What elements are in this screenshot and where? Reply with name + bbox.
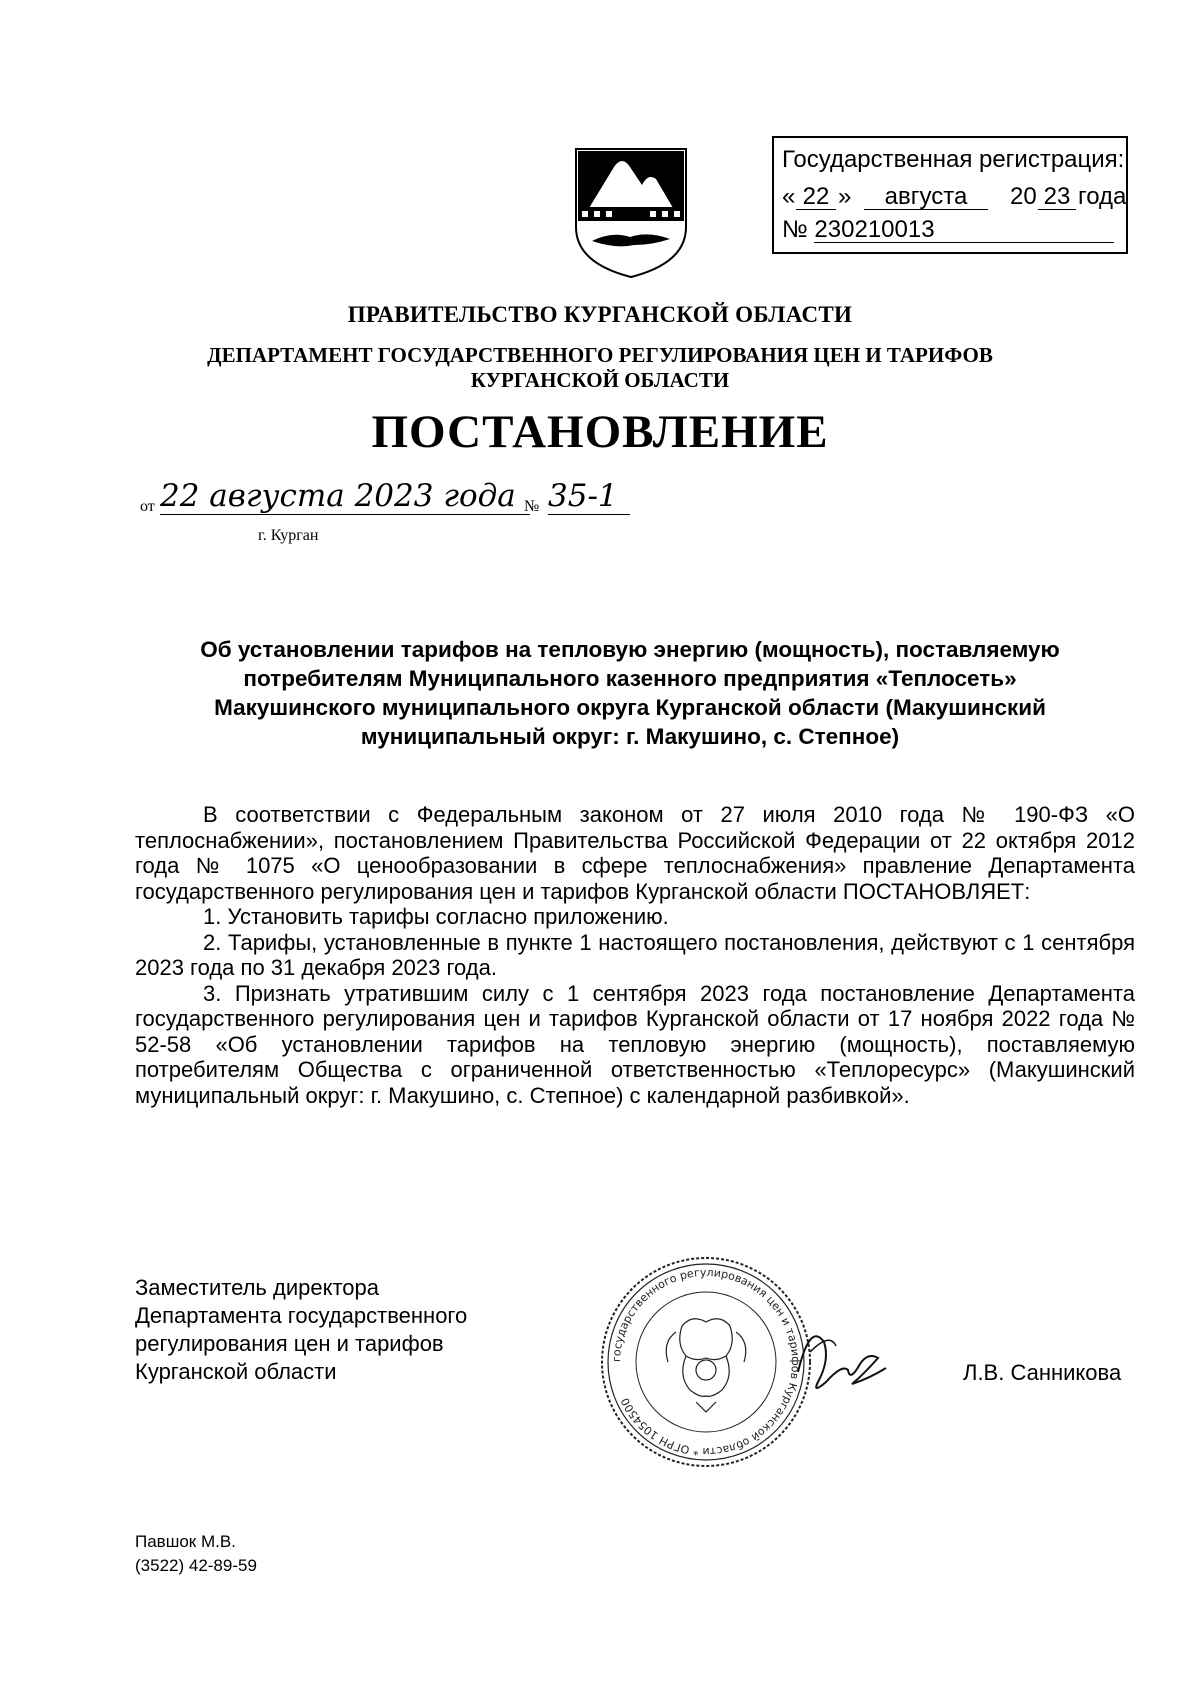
subject-line: потребителям Муниципального казенного предприятия «Теплосеть» <box>243 666 1017 691</box>
from-label: от <box>140 498 155 515</box>
date-number-line <box>140 480 640 550</box>
stamp-ring-text: государственного регулирования цен и тарифов Курганской области * ОГРН 1054500 <box>609 1265 803 1459</box>
signer-position <box>135 1274 467 1386</box>
official-seal-stamp <box>596 1252 816 1472</box>
registration-number-row <box>782 218 1122 243</box>
signer-position-line: Заместитель директора <box>135 1275 379 1300</box>
handwritten-number: 35-1 <box>548 478 630 515</box>
body-item-2: 2. Тарифы, установленные в пункте 1 настоящего постановления, действуют с 1 сентября 2023 года по 31 декабря 2023 года. <box>135 929 1135 980</box>
registration-day: 22 <box>796 185 836 210</box>
government-title: ПРАВИТЕЛЬСТВО КУРГАНСКОЙ ОБЛАСТИ <box>347 302 853 327</box>
document-subject <box>160 635 1100 751</box>
registration-number: 230210013 <box>814 218 1114 243</box>
double-headed-eagle-icon <box>666 1319 746 1412</box>
department-title-line: ДЕПАРТАМЕНТ ГОСУДАРСТВЕННОГО РЕГУЛИРОВАНИЯ ЦЕН И ТАРИФОВ <box>207 343 993 367</box>
city-label: г. Курган <box>258 527 319 544</box>
handwritten-signature <box>790 1312 890 1407</box>
registration-close-quote: » <box>838 183 852 210</box>
state-registration-box <box>772 136 1128 254</box>
subject-line: муниципальный округ: г. Макушино, с. Степное) <box>360 724 900 749</box>
executor-info <box>135 1530 257 1578</box>
registration-year-suffix: 23 <box>1038 185 1076 210</box>
registration-month: августа <box>864 185 988 210</box>
document-body <box>135 802 1135 1108</box>
body-item-1: 1. Установить тарифы согласно приложению. <box>203 904 669 929</box>
subject-line: Макушинского муниципального округа Курганской области (Макушинский <box>214 695 1046 720</box>
registration-title: Государственная регистрация: <box>782 146 1125 173</box>
body-preamble: В соответствии с Федеральным законом от 27 июля 2010 года № 190-ФЗ «О теплоснабжении», постановлением Правительства Российской Федерации от 22 октября 2012 года № 1075 «О ценообразовании в сфере теплоснабжения» правление Департамента государственного регулирования цен и тарифов Курганской области ПОСТАНОВЛЯЕТ: <box>135 802 1135 904</box>
subject-line: Об установлении тарифов на тепловую энергию (мощность), поставляемую <box>200 637 1060 662</box>
signer-position-line: Курганской области <box>135 1359 337 1384</box>
body-item-3: 3. Признать утратившим силу с 1 сентября 2023 года постановление Департамента государственного регулирования цен и тарифов Курганской области от 17 ноября 2022 года № 52-58 «Об установлении тарифов на тепловую энергию (мощность), поставляемую потребителям Общества с ограниченной ответственностью «Теплоресурс» (Макушинский муниципальный округ: г. Макушино, с. Степное) с календарной разбивкой». <box>135 980 1135 1108</box>
handwritten-date: 22 августа 2023 года <box>160 478 530 515</box>
department-title-line: КУРГАНСКОЙ ОБЛАСТИ <box>470 368 730 392</box>
registration-number-label: № <box>782 216 808 243</box>
department-title <box>0 343 1200 393</box>
kurgan-region-coat-of-arms-icon <box>572 145 690 280</box>
registration-open-quote: « <box>782 183 796 210</box>
executor-name: Павшок М.В. <box>135 1532 236 1551</box>
signer-name: Л.В. Санникова <box>963 1360 1122 1385</box>
registration-year-word: года <box>1078 183 1127 210</box>
document-type-title: ПОСТАНОВЛЕНИЕ <box>371 406 829 458</box>
executor-phone: (3522) 42-89-59 <box>135 1556 257 1575</box>
svg-text:государственного регулирования <box>610 1266 802 1458</box>
signer-position-line: Департамента государственного <box>135 1303 468 1328</box>
signer-position-line: регулирования цен и тарифов <box>135 1331 444 1356</box>
registration-year-prefix: 20 <box>1010 183 1037 210</box>
number-label: № <box>524 498 540 515</box>
